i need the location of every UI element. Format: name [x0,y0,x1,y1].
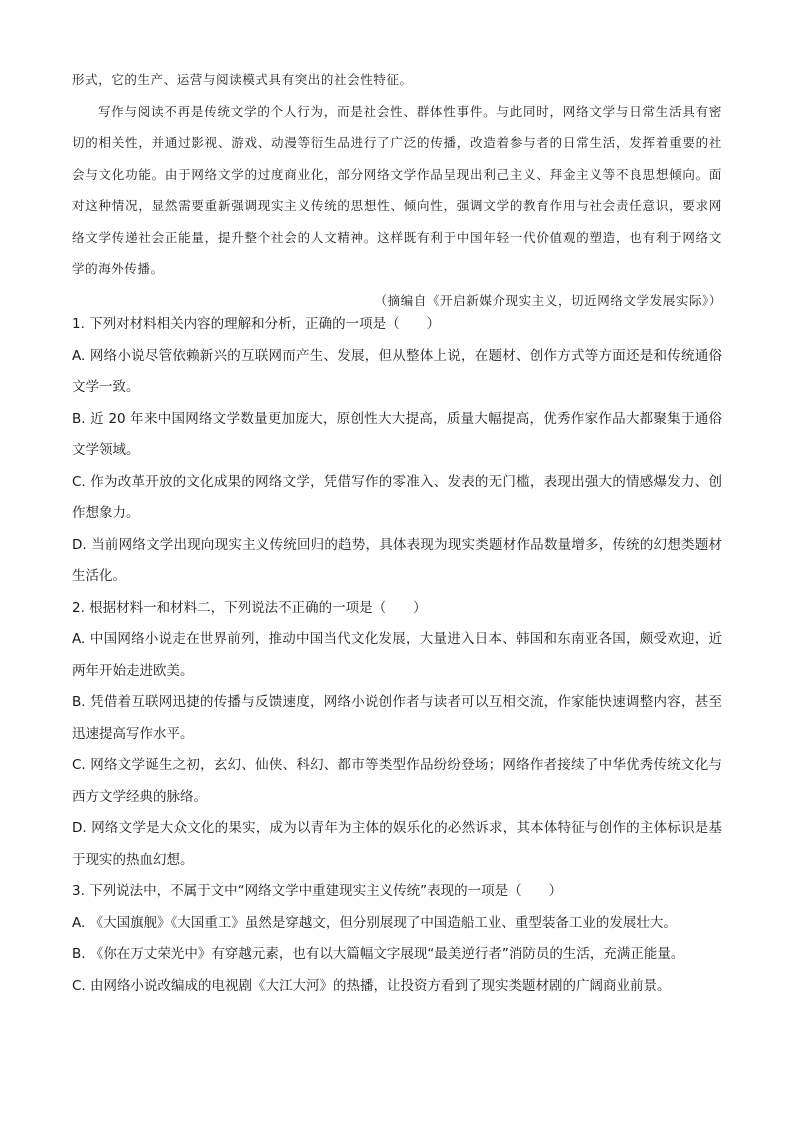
question-option: C. 作为改革开放的文化成果的网络文学，凭借写作的零准入、发表的无门槛，表现出强大的情感爆发力、创作想象力。 [72,473,722,521]
question-option: B. 凭借着互联网迅捷的传播与反馈速度，网络小说创作者与读者可以互相交流，作家能快速调整内容，甚至迅速提高写作水平。 [72,694,722,742]
question-option: C. 由网络小说改编成的电视剧《大江大河》的热播，让投资方看到了现实类题材剧的广阔商业前景。 [72,977,671,994]
reading-passage [72,64,722,316]
question-stem: 1. 下列对材料相关内容的理解和分析，正确的一项是（ ） [72,316,441,332]
question-option: D. 网络文学是大众文化的果实，成为以青年为主体的娱乐化的必然诉求，其本体特征与创作的主体标识是基于现实的热血幻想。 [72,820,722,868]
passage-paragraph: 写作与阅读不再是传统文学的个人行为，而是社会性、群体性事件。与此同时，网络文学与日常生活具有密切的相关性，并通过影视、游戏、动漫等衍生品进行了广泛的传播，改造着参与者的日常生活，发挥着重要的社会与文化功能。由于网络文学的过度商业化，部分网络文学作品呈现出利己主义、拜金主义等不良思想倾向。面对这种情况，显然需要重新强调现实主义传统的思想性、倾向性，强调文学的教育作用与社会责任意识，要求网络文学传递社会正能量，提升整个社会的人文精神。这样既有利于中国年轻一代价值观的塑造，也有利于网络文学的海外传播。 [72,103,722,276]
question-option: D. 当前网络文学出现向现实主义传统回归的趋势，具体表现为现实类题材作品数量增多，传统的幻想类题材生活化。 [72,536,722,584]
question-option: C. 网络文学诞生之初，玄幻、仙侠、科幻、都市等类型作品纷纷登场；网络作者接续了中华优秀传统文化与西方文学经典的脉络。 [72,757,722,805]
question-option: B. 《你在万丈荣光中》有穿越元素，也有以大篇幅文字展现“最美逆行者”消防员的生活，充满正能量。 [72,946,685,962]
passage-line: 形式，它的生产、运营与阅读模式具有突出的社会性特征。 [72,72,413,87]
question-option: A. 中国网络小说走在世界前列，推动中国当代文化发展，大量进入日本、韩国和东南亚各国，颇受欢迎，近两年开始走进欧美。 [72,631,722,679]
question-option: B. 近 20 年来中国网络文学数量更加庞大，原创性大大提高，质量大幅提高，优秀作家作品大都聚集于通俗文学领域。 [72,410,722,458]
question-option: A. 《大国旗舰》《大国重工》虽然是穿越文，但分别展现了中国造船工业、重型装备工业的发展壮大。 [72,914,677,931]
question-option: A. 网络小说尽管依赖新兴的互联网而产生、发展，但从整体上说，在题材、创作方式等方面还是和传统通俗文学一致。 [72,347,722,395]
question-stem: 2. 根据材料一和材料二，下列说法不正确的一项是（ ） [72,599,427,616]
passage-source: （摘编自《开启新媒介现实主义，切近网络文学发展实际》） [374,292,722,308]
question-stem: 3. 下列说法中，不属于文中“网络文学中重建现实主义传统”表现的一项是（ ） [72,883,563,899]
question-list [72,309,722,1002]
